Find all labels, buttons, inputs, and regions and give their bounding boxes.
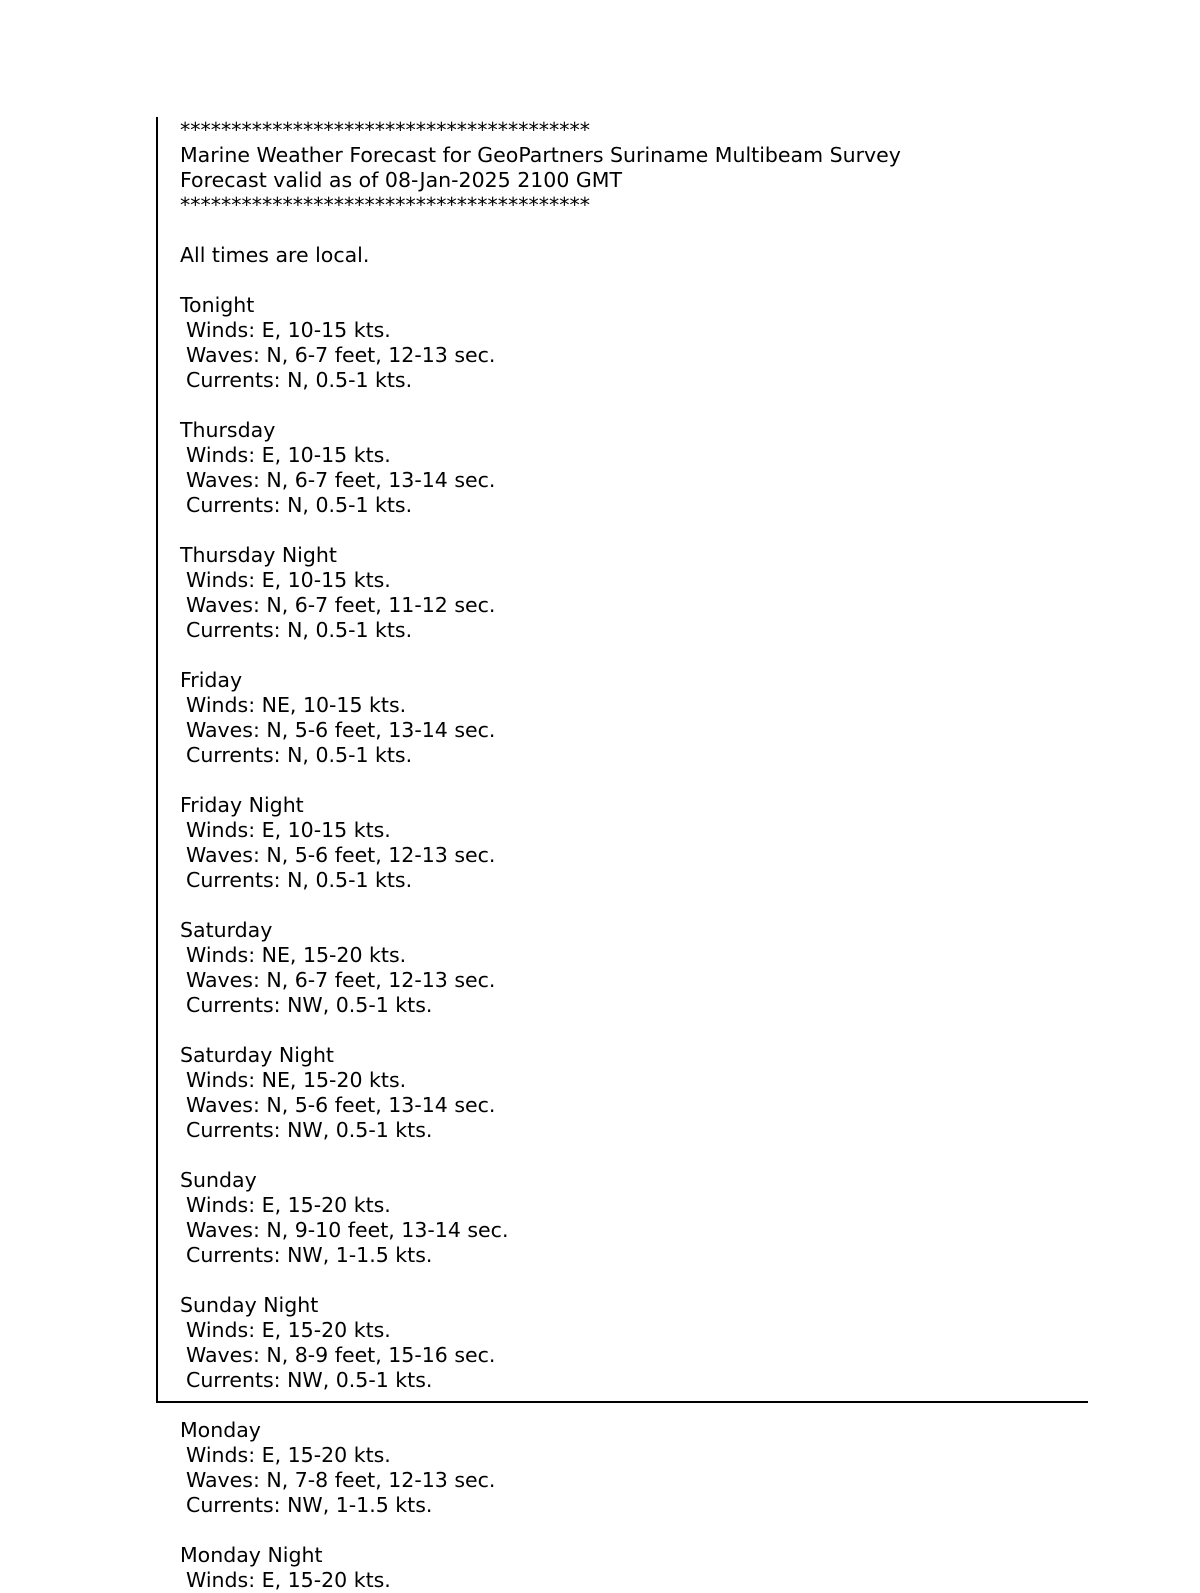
forecast-section xyxy=(180,1268,901,1393)
blank-line xyxy=(180,1393,901,1418)
forecast-detail-line: Currents: NW, 0.5-1 kts. xyxy=(186,1368,433,1392)
blank-line xyxy=(180,518,901,543)
forecast-detail-line: Waves: N, 7-8 feet, 12-13 sec. xyxy=(186,1468,496,1492)
forecast-period-heading: Friday Night xyxy=(180,793,304,817)
forecast-detail-line: Currents: NW, 0.5-1 kts. xyxy=(186,1118,433,1142)
forecast-period-heading: Sunday xyxy=(180,1168,257,1192)
forecast-period-heading: Sunday Night xyxy=(180,1293,319,1317)
forecast-detail-line: Waves: N, 5-6 feet, 13-14 sec. xyxy=(186,1093,496,1117)
forecast-document xyxy=(180,118,901,1593)
forecast-detail-line: Winds: NE, 15-20 kts. xyxy=(186,1068,407,1092)
forecast-period-heading: Tonight xyxy=(180,293,255,317)
forecast-section xyxy=(180,1143,901,1268)
blank-line xyxy=(180,1143,901,1168)
forecast-period-heading: Saturday Night xyxy=(180,1043,334,1067)
forecast-section xyxy=(180,1518,901,1593)
forecast-detail-line: Waves: N, 6-7 feet, 12-13 sec. xyxy=(186,968,496,992)
forecast-detail-line: Winds: E, 15-20 kts. xyxy=(186,1318,391,1342)
forecast-period-heading: Saturday xyxy=(180,918,273,942)
blank-line xyxy=(180,268,901,293)
forecast-section xyxy=(180,893,901,1018)
forecast-section xyxy=(180,1393,901,1518)
forecast-period-heading: Monday xyxy=(180,1418,261,1442)
forecast-detail-line: Waves: N, 9-10 feet, 13-14 sec. xyxy=(186,1218,509,1242)
blank-line xyxy=(180,1518,901,1543)
document-title: Marine Weather Forecast for GeoPartners Suriname Multibeam Survey xyxy=(180,143,901,167)
blank-line xyxy=(180,768,901,793)
forecast-detail-line: Currents: N, 0.5-1 kts. xyxy=(186,493,413,517)
blank-line xyxy=(180,393,901,418)
forecast-section xyxy=(180,268,901,393)
forecast-section xyxy=(180,518,901,643)
forecast-detail-line: Waves: N, 5-6 feet, 13-14 sec. xyxy=(186,718,496,742)
forecast-period-heading: Friday xyxy=(180,668,243,692)
forecast-period-heading: Thursday xyxy=(180,418,276,442)
forecast-detail-line: Waves: N, 5-6 feet, 12-13 sec. xyxy=(186,843,496,867)
blank-line xyxy=(180,643,901,668)
blank-line xyxy=(180,1018,901,1043)
forecast-detail-line: Winds: E, 15-20 kts. xyxy=(186,1443,391,1467)
forecast-period-heading: Thursday Night xyxy=(180,543,337,567)
forecast-detail-line: Currents: N, 0.5-1 kts. xyxy=(186,618,413,642)
forecast-detail-line: Currents: NW, 1-1.5 kts. xyxy=(186,1243,433,1267)
forecast-detail-line: Currents: NW, 0.5-1 kts. xyxy=(186,993,433,1017)
blank-line xyxy=(180,218,901,243)
blank-line xyxy=(180,893,901,918)
forecast-detail-line: Winds: E, 10-15 kts. xyxy=(186,443,391,467)
forecast-detail-line: Currents: NW, 1-1.5 kts. xyxy=(186,1493,433,1517)
forecast-section xyxy=(180,768,901,893)
forecast-detail-line: Winds: E, 10-15 kts. xyxy=(186,318,391,342)
forecast-section xyxy=(180,643,901,768)
forecast-detail-line: Currents: N, 0.5-1 kts. xyxy=(186,368,413,392)
stars-line-bottom: **************************************** xyxy=(180,193,590,217)
note-line: All times are local. xyxy=(180,243,370,267)
blank-line xyxy=(180,1268,901,1293)
forecast-detail-line: Winds: E, 10-15 kts. xyxy=(186,818,391,842)
forecast-period-heading: Monday Night xyxy=(180,1543,323,1567)
forecast-section xyxy=(180,393,901,518)
stars-line-top: **************************************** xyxy=(180,118,590,142)
forecast-detail-line: Waves: N, 6-7 feet, 11-12 sec. xyxy=(186,593,496,617)
forecast-detail-line: Winds: E, 15-20 kts. xyxy=(186,1568,391,1592)
forecast-detail-line: Waves: N, 8-9 feet, 15-16 sec. xyxy=(186,1343,496,1367)
forecast-detail-line: Currents: N, 0.5-1 kts. xyxy=(186,743,413,767)
frame-left-border xyxy=(156,117,158,1403)
forecast-detail-line: Waves: N, 6-7 feet, 13-14 sec. xyxy=(186,468,496,492)
forecast-detail-line: Winds: E, 15-20 kts. xyxy=(186,1193,391,1217)
forecast-sections xyxy=(180,268,901,1593)
forecast-detail-line: Winds: NE, 15-20 kts. xyxy=(186,943,407,967)
forecast-detail-line: Currents: N, 0.5-1 kts. xyxy=(186,868,413,892)
forecast-section xyxy=(180,1018,901,1143)
valid-line: Forecast valid as of 08-Jan-2025 2100 GMT xyxy=(180,168,623,192)
forecast-detail-line: Winds: E, 10-15 kts. xyxy=(186,568,391,592)
forecast-detail-line: Winds: NE, 10-15 kts. xyxy=(186,693,407,717)
forecast-detail-line: Waves: N, 6-7 feet, 12-13 sec. xyxy=(186,343,496,367)
